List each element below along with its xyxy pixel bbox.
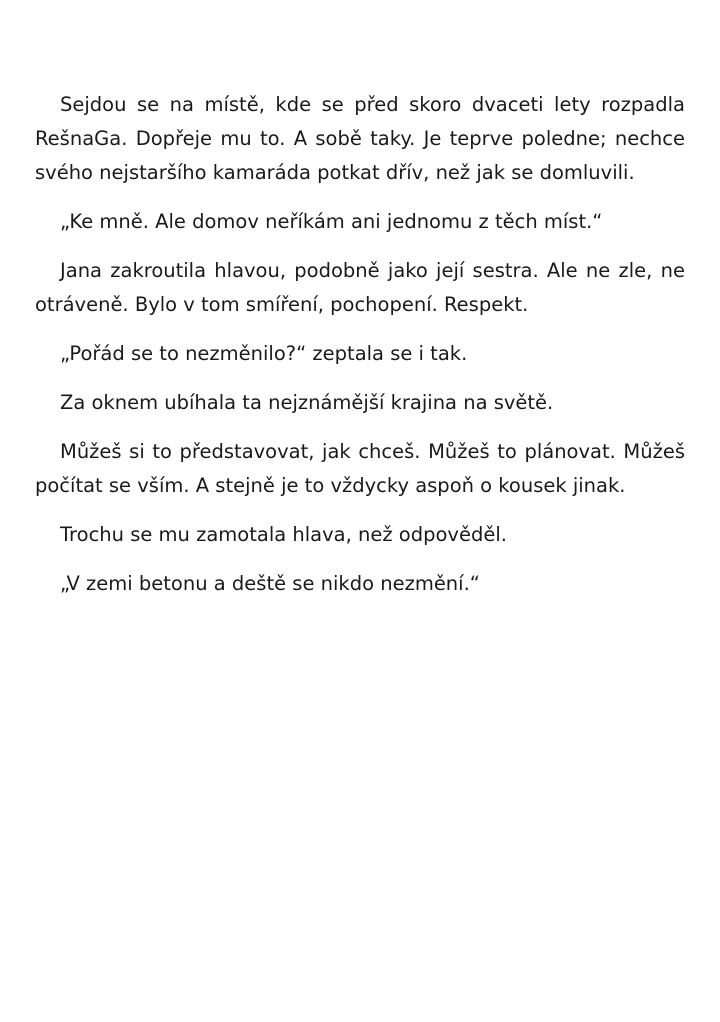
paragraph-6: Můžeš si to představovat, jak chceš. Můžeš to plánovat. Můžeš počítat se vším. A stejně je to vždycky aspoň o kousek jinak. xyxy=(35,440,685,497)
paragraph-4: „Pořád se to nezměnilo?“ zeptala se i tak. xyxy=(60,342,468,365)
paragraph-3: Jana zakroutila hlavou, podobně jako její sestra. Ale ne zle, ne otráveně. Bylo v tom smíření, pochopení. Respekt. xyxy=(35,259,685,316)
paragraph-1: Sejdou se na místě, kde se před skoro dvaceti lety rozpadla RešnaGa. Dopřeje mu to. A sobě taky. Je teprve poledne; nechce svého nejstaršího kamaráda potkat dřív, než jak se domluvili. xyxy=(35,93,685,184)
paragraph-5: Za oknem ubíhala ta nejznámější krajina na světě. xyxy=(60,391,554,414)
paragraph-7: Trochu se mu zamotala hlava, než odpověděl. xyxy=(60,523,507,546)
paragraph-2: „Ke mně. Ale domov neříkám ani jednomu z těch míst.“ xyxy=(60,210,603,233)
body-text xyxy=(35,88,685,616)
paragraph-8: „V zemi betonu a deště se nikdo nezmění.“ xyxy=(60,572,480,595)
